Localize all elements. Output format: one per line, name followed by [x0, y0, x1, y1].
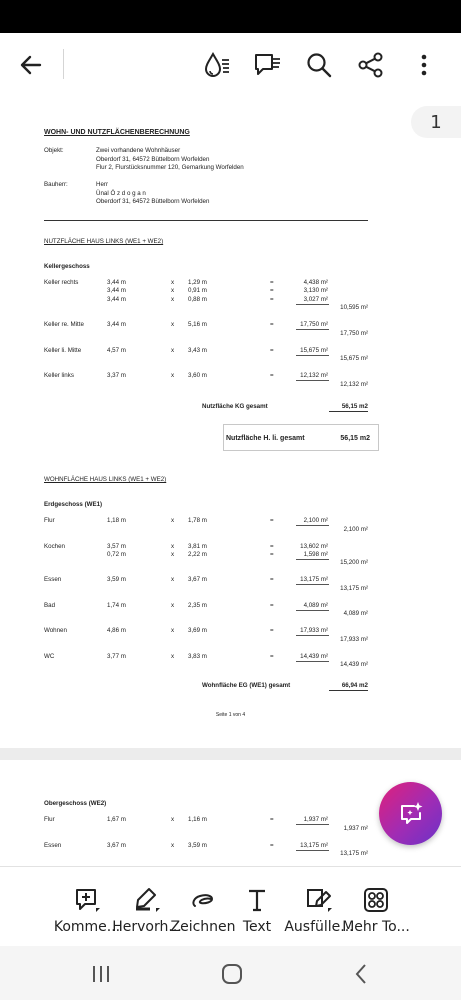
times-cell: x: [171, 841, 175, 849]
length-cell: 3,59 m: [107, 576, 126, 584]
length-cell: 4,57 m: [107, 346, 126, 354]
length-cell: 3,44 m: [107, 287, 126, 295]
length-cell: 1,74 m: [107, 601, 126, 609]
equals-cell: =: [270, 346, 274, 354]
width-cell: 3,59 m: [188, 841, 207, 849]
area-cell: 13,175 m²: [300, 841, 328, 849]
length-cell: 3,77 m: [107, 652, 126, 660]
length-cell: 3,44 m: [107, 321, 126, 329]
area-cell: 14,439 m²: [300, 652, 328, 660]
liquid-mode-icon: [202, 50, 232, 80]
section-title-wohnflaeche: WOHNFLÄCHE HAUS LINKS (WE1 + WE2): [44, 476, 167, 483]
bauherr-line: Ünal Ö z d o g a n: [96, 189, 146, 197]
overflow-menu-button[interactable]: [407, 48, 441, 82]
times-cell: x: [171, 346, 175, 354]
room-total: 1,937 m²: [343, 824, 368, 832]
equals-cell: =: [270, 576, 274, 584]
room-total: 12,132 m²: [340, 380, 368, 388]
length-cell: 3,37 m: [107, 372, 126, 380]
status-bar: [0, 0, 461, 33]
room-total: 13,175 m²: [340, 584, 368, 592]
liquid-mode-button[interactable]: [200, 48, 234, 82]
area-cell: 1,937 m²: [303, 816, 328, 823]
width-cell: 2,22 m: [188, 550, 207, 558]
eg-title: Erdgeschoss (WE1): [44, 501, 103, 508]
equals-cell: =: [270, 627, 274, 635]
times-cell: x: [171, 517, 175, 524]
kg-sum-label: Nutzfläche KG gesamt: [202, 403, 268, 410]
length-cell: 0,72 m: [107, 550, 126, 558]
times-cell: x: [171, 372, 175, 380]
width-cell: 2,35 m: [188, 601, 207, 609]
objekt-label: Objekt:: [44, 147, 64, 154]
room-name: Essen: [44, 841, 62, 849]
area-cell: 17,933 m²: [300, 627, 328, 635]
times-cell: x: [171, 550, 175, 558]
search-icon: [305, 51, 333, 79]
share-button[interactable]: [354, 48, 388, 82]
equals-cell: =: [270, 550, 274, 558]
equals-cell: =: [270, 372, 274, 380]
area-cell: 3,130 m²: [303, 287, 328, 295]
width-cell: 0,88 m: [188, 295, 207, 303]
room-name: Flur: [44, 517, 55, 524]
tool-more[interactable]: [341, 881, 411, 941]
room-name: Keller re. Mitte: [44, 321, 84, 329]
equals-cell: =: [270, 601, 274, 609]
bauherr-line: Oberdorf 31, 64572 Büttelborn Worfelden: [96, 198, 210, 205]
equals-cell: =: [270, 816, 274, 823]
tool-label: Ausfülle...: [284, 919, 354, 935]
length-cell: 3,44 m: [107, 279, 126, 286]
area-cell: 17,750 m²: [300, 321, 328, 329]
tool-label: Mehr To...: [342, 919, 410, 935]
width-cell: 1,78 m: [188, 517, 207, 524]
area-cell: 13,175 m²: [300, 576, 328, 584]
equals-cell: =: [270, 517, 274, 524]
back-nav-button[interactable]: [350, 963, 374, 985]
tool-label: Text: [242, 919, 272, 935]
kg-sum-value: 56,15 m2: [341, 403, 368, 410]
times-cell: x: [171, 816, 175, 823]
room-total: 14,439 m²: [340, 661, 368, 669]
length-cell: 1,67 m: [107, 816, 126, 823]
tool-label: Hervorh...: [112, 919, 182, 935]
times-cell: x: [171, 627, 175, 635]
equals-cell: =: [270, 287, 274, 295]
section-title-nutzflaeche: NUTZFLÄCHE HAUS LINKS (WE1 + WE2): [44, 238, 164, 245]
objekt-line: Oberdorf 31, 64572 Büttelborn Worfelden: [96, 155, 210, 163]
area-cell: 15,675 m²: [300, 346, 328, 354]
more-vertical-icon: [414, 51, 434, 79]
home-button[interactable]: [220, 963, 244, 985]
recent-apps-button[interactable]: [88, 963, 114, 985]
area-cell: 2,100 m²: [303, 517, 328, 524]
sum-underline: [329, 690, 368, 691]
equals-cell: =: [270, 295, 274, 303]
room-total: 10,595 m²: [340, 304, 368, 312]
room-name: Bad: [44, 601, 56, 609]
width-cell: 1,16 m: [188, 816, 207, 823]
highlighter-icon: [129, 885, 165, 915]
room-name: Flur: [44, 816, 55, 823]
width-cell: 3,81 m: [188, 542, 207, 550]
kg-title: Kellergeschoss: [44, 263, 90, 270]
length-cell: 3,67 m: [107, 841, 126, 849]
area-cell: 1,598 m²: [303, 550, 328, 558]
room-name: Wohnen: [44, 627, 67, 635]
comments-list-button[interactable]: [250, 48, 284, 82]
doc-title: WOHN- UND NUTZFLÄCHENBERECHNUNG: [44, 129, 190, 136]
room-total: 15,200 m²: [340, 559, 368, 567]
width-cell: 0,91 m: [188, 287, 207, 295]
area-cell: 4,438 m²: [303, 279, 328, 286]
more-tools-icon: [358, 885, 394, 915]
eg-sum-value: 66,94 m2: [341, 682, 368, 689]
times-cell: x: [171, 576, 175, 584]
page-footer: Seite 1 von 4: [215, 712, 246, 718]
times-cell: x: [171, 295, 175, 303]
room-name: Keller rechts: [44, 279, 79, 286]
room-name: Keller links: [44, 372, 74, 380]
room-name: Essen: [44, 576, 62, 584]
equals-cell: =: [270, 542, 274, 550]
eg-sum-label: Wohnfläche EG (WE1) gesamt: [202, 682, 291, 689]
width-cell: 3,67 m: [188, 576, 207, 584]
house-sum-label: Nutzfläche H. li. gesamt: [226, 435, 305, 442]
room-name: Kochen: [44, 542, 65, 550]
width-cell: 3,60 m: [188, 372, 207, 380]
house-sum-value: 56,15 m2: [340, 435, 370, 442]
room-total: 17,933 m²: [340, 635, 368, 643]
chevron-left-icon: [350, 963, 374, 985]
system-nav-bar: [0, 946, 461, 1000]
width-cell: 3,69 m: [188, 627, 207, 635]
share-icon: [357, 51, 385, 79]
ai-sparkle-chat-icon: [396, 799, 426, 829]
area-cell: 3,027 m²: [303, 295, 328, 303]
text-icon: [239, 885, 275, 915]
arrow-left-icon: [18, 52, 44, 78]
fill-sign-icon: [301, 885, 337, 915]
tool-label: Komme...: [53, 919, 121, 935]
area-cell: 4,089 m²: [303, 601, 328, 609]
bauherr-line: Herr: [96, 181, 109, 188]
pdf-page-1: [0, 96, 461, 748]
width-cell: 5,16 m: [188, 321, 207, 329]
objekt-line: Flur 2, Flurstücksnummer 120, Gemarkung Worfelden: [96, 164, 244, 171]
recent-apps-icon: [88, 963, 114, 985]
tool-label: Zeichnen: [170, 919, 236, 935]
ai-assistant-button[interactable]: [379, 782, 442, 845]
times-cell: x: [171, 601, 175, 609]
room-name: Keller li. Mitte: [44, 346, 82, 354]
og-title: Obergeschoss (WE2): [44, 800, 107, 807]
room-total: 13,175 m²: [340, 850, 368, 857]
comment-list-icon: [252, 50, 282, 80]
equals-cell: =: [270, 652, 274, 660]
objekt-line: Zwei vorhandene Wohnhäuser: [96, 147, 181, 154]
times-cell: x: [171, 287, 175, 295]
times-cell: x: [171, 279, 175, 286]
draw-icon: [185, 885, 221, 915]
bottom-tool-bar: [0, 866, 461, 946]
room-total: 17,750 m²: [340, 329, 368, 337]
area-cell: 13,602 m²: [300, 542, 328, 550]
room-total: 15,675 m²: [340, 355, 368, 363]
comment-add-icon: [69, 885, 105, 915]
length-cell: 4,86 m: [107, 627, 126, 635]
equals-cell: =: [270, 321, 274, 329]
eg-table: [0, 96, 461, 748]
home-icon: [220, 963, 244, 985]
page-indicator[interactable]: 1: [411, 106, 461, 138]
width-cell: 1,29 m: [188, 279, 207, 286]
width-cell: 3,83 m: [188, 652, 207, 660]
room-name: WC: [44, 652, 55, 660]
search-button[interactable]: [302, 48, 336, 82]
toolbar-divider: [63, 49, 64, 79]
equals-cell: =: [270, 279, 274, 286]
times-cell: x: [171, 321, 175, 329]
room-total: 4,089 m²: [343, 610, 368, 618]
room-total: 2,100 m²: [343, 525, 368, 533]
back-button[interactable]: [14, 48, 48, 82]
times-cell: x: [171, 652, 175, 660]
length-cell: 3,44 m: [107, 295, 126, 303]
bauherr-label: Bauherr:: [44, 181, 68, 188]
width-cell: 3,43 m: [188, 346, 207, 354]
equals-cell: =: [270, 841, 274, 849]
length-cell: 1,18 m: [107, 517, 126, 524]
length-cell: 3,57 m: [107, 542, 126, 550]
top-app-bar: [0, 33, 461, 96]
times-cell: x: [171, 542, 175, 550]
area-cell: 12,132 m²: [300, 372, 328, 380]
document-viewer[interactable]: [0, 96, 461, 866]
